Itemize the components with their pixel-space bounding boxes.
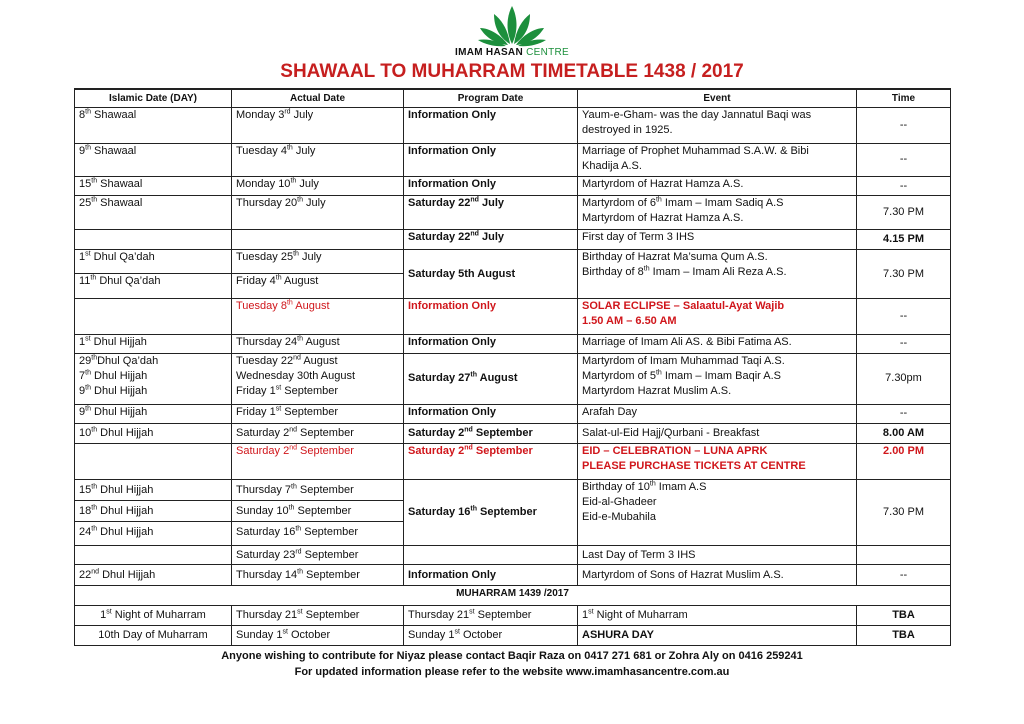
program-date: Thursday 21st September: [404, 606, 578, 626]
islamic-date: 15th Shawaal: [75, 177, 232, 196]
actual-date: Thursday 14th September: [232, 565, 404, 586]
islamic-date: 9th Dhul Hijjah: [75, 404, 232, 423]
event: Marriage of Imam Ali AS. & Bibi Fatima AS.: [578, 334, 857, 353]
footer-website: For updated information please refer to the website www.imamhasancentre.com.au: [294, 666, 730, 678]
header-islamic-date: Islamic Date (DAY): [75, 89, 232, 108]
islamic-date: [75, 545, 232, 565]
page-title: SHAWAAL TO MUHARRAM TIMETABLE 1438 / 2017: [280, 61, 744, 82]
islamic-date: 10th Dhul Hijjah: [75, 423, 232, 444]
table-row: [75, 606, 951, 626]
program-date: Information Only: [404, 108, 578, 143]
table-row: [75, 444, 951, 479]
table-row: [75, 250, 951, 299]
event: SOLAR ECLIPSE – Salaatul-Ayat Wajib 1.50 AM – 6.50 AM: [578, 299, 857, 334]
header-time: Time: [857, 89, 951, 108]
table-row: [75, 625, 951, 645]
event: Martyrdom of Imam Muhammad Taqi A.S. Martyrdom of 5th Imam – Imam Baqir A.S Martyrdom Hazrat Muslim A.S.: [578, 353, 857, 404]
header-program-date: Program Date: [404, 89, 578, 108]
islamic-date: 10th Day of Muharram: [75, 625, 232, 645]
event: EID – CELEBRATION – LUNA APRK PLEASE PURCHASE TICKETS AT CENTRE: [578, 444, 857, 479]
table-row: [75, 479, 951, 545]
actual-date: [232, 230, 404, 250]
time: [857, 545, 951, 565]
event: Birthday of Hazrat Ma’suma Qum A.S. Birthday of 8th Imam – Imam Ali Reza A.S.: [578, 250, 857, 299]
islamic-date: 8th Shawaal: [75, 108, 232, 143]
time: TBA: [857, 625, 951, 645]
event: Last Day of Term 3 IHS: [578, 545, 857, 565]
islamic-date: 25th Shawaal: [75, 195, 232, 229]
time: --: [857, 177, 951, 196]
event: Martyrdom of 6th Imam – Imam Sadiq A.S Martyrdom of Hazrat Hamza A.S.: [578, 195, 857, 229]
program-date: Saturday 27th August: [404, 353, 578, 404]
table-row: [75, 353, 951, 404]
event: 1st Night of Muharram: [578, 606, 857, 626]
actual-date: Friday 1st September: [232, 404, 404, 423]
event: Yaum-e-Gham- was the day Jannatul Baqi was destroyed in 1925.: [578, 108, 857, 143]
table-row: [75, 545, 951, 565]
time: 7.30 PM: [857, 250, 951, 299]
actual-date: Thursday 24th August: [232, 334, 404, 353]
table-row: [75, 230, 951, 250]
table-row: [75, 423, 951, 444]
actual-date: Thursday 20th July: [232, 195, 404, 229]
islamic-date: 22nd Dhul Hijjah: [75, 565, 232, 586]
time: 4.15 PM: [857, 230, 951, 250]
program-date: Saturday 22nd July: [404, 230, 578, 250]
program-date: Saturday 2nd September: [404, 423, 578, 444]
footer-contact: Anyone wishing to contribute for Niyaz please contact Baqir Raza on 0417 271 681 or Zohra Aly on 0416 259241: [221, 650, 803, 662]
actual-date: Tuesday 25th July Friday 4th August: [232, 250, 404, 299]
actual-date: Saturday 23rd September: [232, 545, 404, 565]
event: First day of Term 3 IHS: [578, 230, 857, 250]
header-event: Event: [578, 89, 857, 108]
time: 7.30pm: [857, 353, 951, 404]
islamic-date: 9th Shawaal: [75, 143, 232, 176]
islamic-date: [75, 444, 232, 479]
time: --: [857, 404, 951, 423]
islamic-date: [75, 299, 232, 334]
table-row: [75, 177, 951, 196]
islamic-date: [75, 230, 232, 250]
header-actual-date: Actual Date: [232, 89, 404, 108]
islamic-date: 15th Dhul Hijjah 18th Dhul Hijjah 24th Dhul Hijjah: [75, 479, 232, 545]
time: 7.30 PM: [857, 479, 951, 545]
table-row: [75, 299, 951, 334]
event: Martyrdom of Sons of Hazrat Muslim A.S.: [578, 565, 857, 586]
event: Birthday of 10th Imam A.S Eid-al-Ghadeer Eid-e-Mubahila: [578, 479, 857, 545]
time: 8.00 AM: [857, 423, 951, 444]
actual-date: Tuesday 22nd August Wednesday 30th August Friday 1st September: [232, 353, 404, 404]
time: --: [857, 565, 951, 586]
actual-date: Thursday 21st September: [232, 606, 404, 626]
time: 2.00 PM: [857, 444, 951, 479]
actual-date: Tuesday 4th July: [232, 143, 404, 176]
timetable: [74, 88, 951, 646]
actual-date: Monday 3rd July: [232, 108, 404, 143]
islamic-date: 1st Night of Muharram: [75, 606, 232, 626]
program-date: Sunday 1st October: [404, 625, 578, 645]
event: ASHURA DAY: [578, 625, 857, 645]
program-date: Saturday 16th September: [404, 479, 578, 545]
lotus-icon: [472, 4, 552, 48]
event: Salat-ul-Eid Hajj/Qurbani - Breakfast: [578, 423, 857, 444]
centre-name: IMAM HASAN CENTRE: [454, 47, 569, 58]
table-row: [75, 404, 951, 423]
actual-date: Sunday 1st October: [232, 625, 404, 645]
program-date: [404, 545, 578, 565]
actual-date: Tuesday 8th August: [232, 299, 404, 334]
actual-date: Monday 10th July: [232, 177, 404, 196]
table-row: [75, 108, 951, 143]
time: --: [857, 143, 951, 176]
time: TBA: [857, 606, 951, 626]
program-date: Information Only: [404, 565, 578, 586]
table-row: [75, 334, 951, 353]
time: --: [857, 334, 951, 353]
actual-date: Saturday 2nd September: [232, 423, 404, 444]
islamic-date: 29thDhul Qa’dah 7th Dhul Hijjah 9th Dhul Hijjah: [75, 353, 232, 404]
muharram-heading: MUHARRAM 1439 /2017: [75, 586, 951, 606]
program-date: Information Only: [404, 177, 578, 196]
islamic-date: 1st Dhul Qa’dah 11th Dhul Qa’dah: [75, 250, 232, 299]
program-date: Information Only: [404, 334, 578, 353]
actual-date: Thursday 7th September Sunday 10th September Saturday 16th September: [232, 479, 404, 545]
program-date: Saturday 2nd September: [404, 444, 578, 479]
program-date: Saturday 22nd July: [404, 195, 578, 229]
program-date: Information Only: [404, 404, 578, 423]
event: Martyrdom of Hazrat Hamza A.S.: [578, 177, 857, 196]
program-date: Information Only: [404, 143, 578, 176]
table-row: [75, 565, 951, 586]
section-row: [75, 586, 951, 606]
actual-date: Saturday 2nd September: [232, 444, 404, 479]
time: 7.30 PM: [857, 195, 951, 229]
table-row: [75, 195, 951, 229]
islamic-date: 1st Dhul Hijjah: [75, 334, 232, 353]
time: --: [857, 108, 951, 143]
event: Marriage of Prophet Muhammad S.A.W. & Bibi Khadija A.S.: [578, 143, 857, 176]
event: Arafah Day: [578, 404, 857, 423]
table-row: [75, 143, 951, 176]
program-date: Information Only: [404, 299, 578, 334]
time: --: [857, 299, 951, 334]
program-date: Saturday 5th August: [404, 250, 578, 299]
